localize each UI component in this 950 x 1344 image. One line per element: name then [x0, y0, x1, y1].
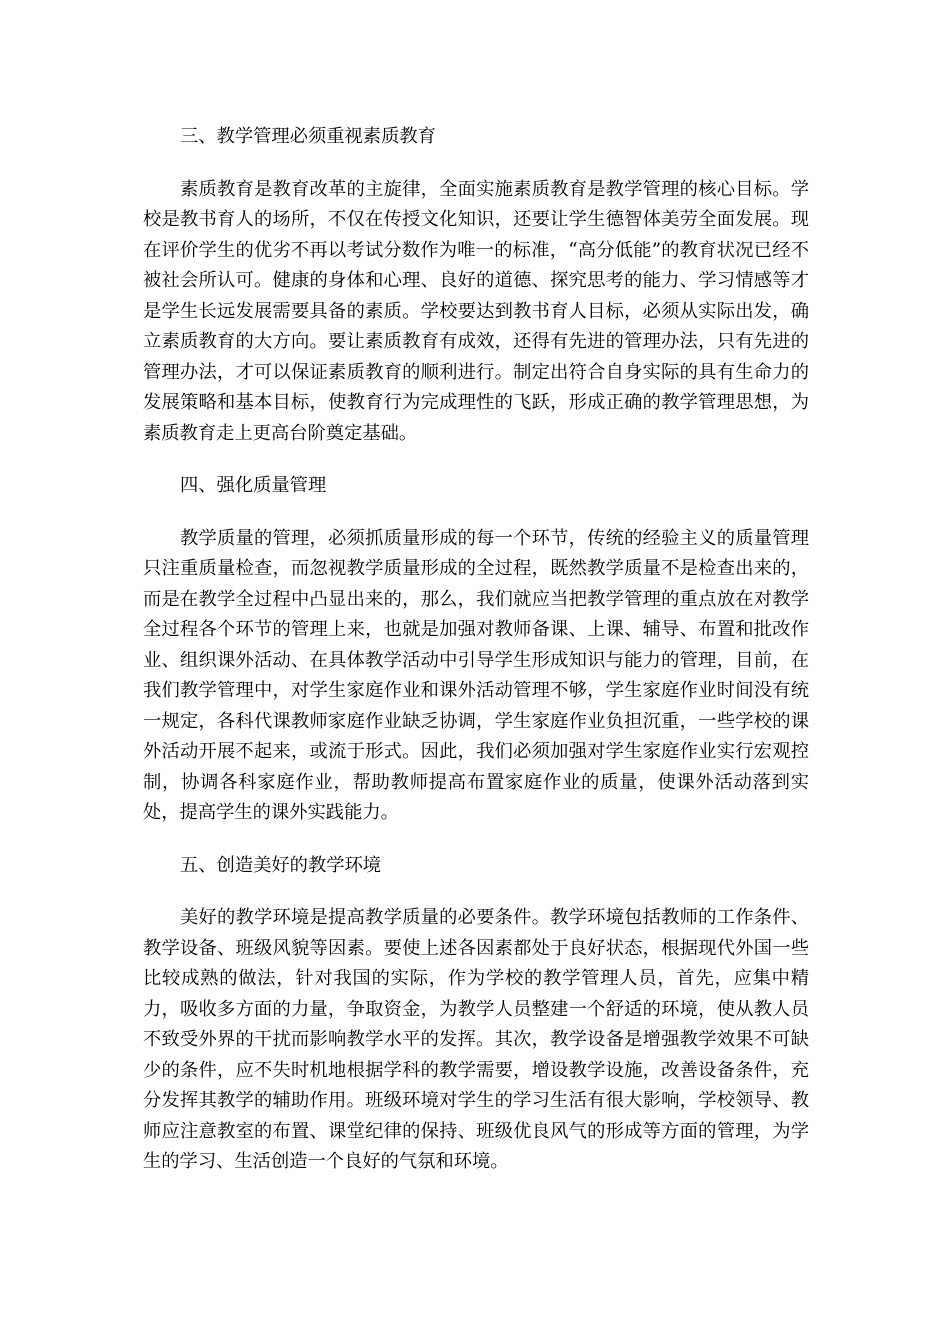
section-paragraph-5: 美好的教学环境是提高教学质量的必要条件。教学环境包括教师的工作条件、教学设备、班级风貌等因素。要使上述各因素都处于良好状态，根据现代外国一些比较成熟的做法，针对我国的实际，作为学校的教学管理人员，首先，应集中精力，吸收多方面的力量，争取资金，为教学人员整建一个舒适的环境，使从教人员不致受外界的干扰而影响教学水平的发挥。其次，教学设备是增强教学效果不可缺少的条件，应不失时机地根据学科的教学需要，增设教学设施，改善设备条件，充分发挥其教学的辅助作用。班级环境对学生的学习生活有很大影响，学校领导、教师应注意教室的布置、课堂纪律的保持、班级优良风气的形成等方面的管理，为学生的学习、生活创造一个良好的气氛和环境。	[143, 907, 809, 1172]
document-page	[143, 122, 809, 1200]
section-heading-4: 四、强化质量管理	[180, 475, 327, 496]
section-heading-3: 三、教学管理必须重视素质教育	[180, 126, 436, 147]
section-paragraph-3: 素质教育是教育改革的主旋律，全面实施素质教育是教学管理的核心目标。学校是教书育人的场所，不仅在传授文化知识，还要让学生德智体美劳全面发展。现在评价学生的优劣不再以考试分数作为唯一的标准，“高分低能”的教育状况已经不被社会所认可。健康的身体和心理、良好的道德、探究思考的能力、学习情感等才是学生长远发展需要具备的素质。学校要达到教书育人目标，必须从实际出发，确立素质教育的大方向。要让素质教育有成效，还得有先进的管理办法，只有先进的管理办法，才可以保证素质教育的顺利进行。制定出符合自身实际的具有生命力的发展策略和基本目标，使教育行为完成理性的飞跃，形成正确的教学管理思想，为素质教育走上更高台阶奠定基础。	[143, 178, 809, 444]
section-heading-5: 五、创造美好的教学环境	[180, 854, 382, 876]
section-paragraph-4: 教学质量的管理，必须抓质量形成的每一个环节，传统的经验主义的质量管理只注重质量检查，而忽视教学质量形成的全过程，既然教学质量不是检查出来的，而是在教学全过程中凸显出来的，那么，我们就应当把教学管理的重点放在对教学全过程各个环节的管理上来，也就是加强对教师备课、上课、辅导、布置和批改作业、组织课外活动、在具体教学活动中引导学生形成知识与能力的管理，目前，在我们教学管理中，对学生家庭作业和课外活动管理不够，学生家庭作业时间没有统一规定，各科代课教师家庭作业缺乏协调，学生家庭作业负担沉重，一些学校的课外活动开展不起来，或流于形式。因此，我们必须加强对学生家庭作业实行宏观控制，协调各科家庭作业，帮助教师提高布置家庭作业的质量，使课外活动落到实处，提高学生的课外实践能力。	[143, 527, 809, 823]
